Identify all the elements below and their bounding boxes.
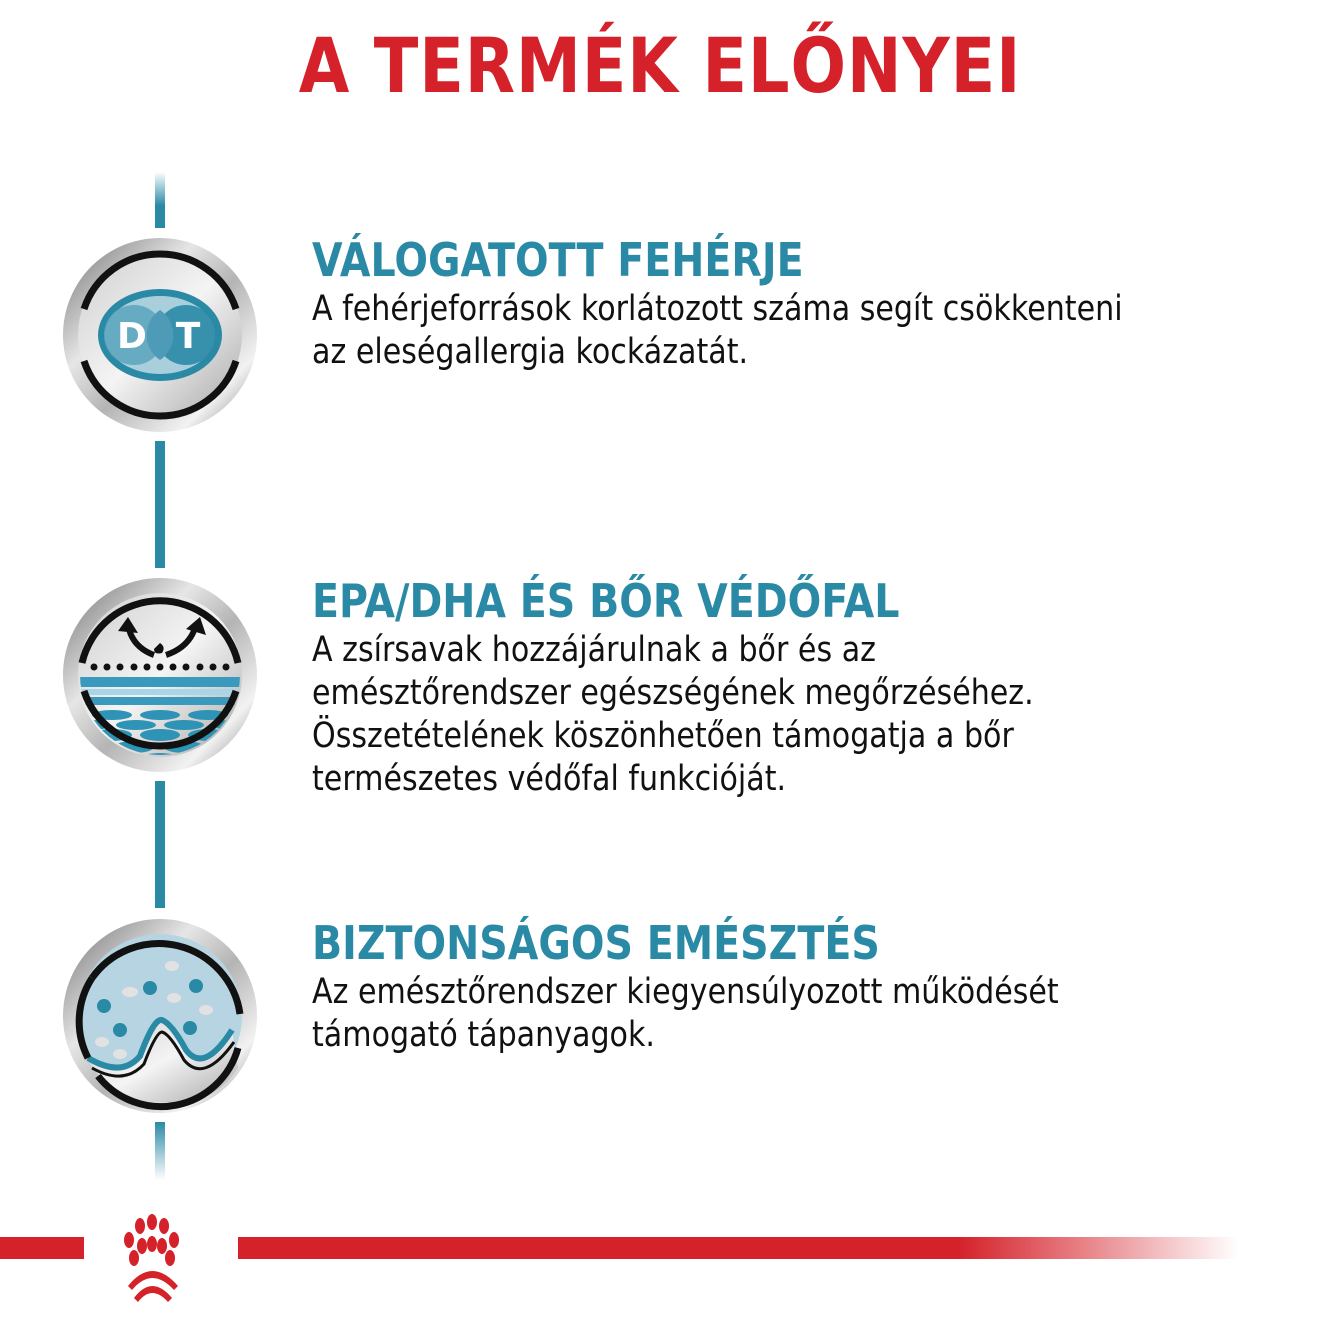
footer-bar-right — [238, 1237, 1238, 1259]
benefit-description-line: A fehérjeforrások korlátozott száma segít csökkenteni — [312, 289, 1123, 329]
timeline-line-2 — [155, 781, 165, 908]
benefit-description-line: Összetételének köszönhetően támogatja a bőr — [312, 716, 1014, 756]
footer-bar-left — [0, 1237, 84, 1259]
dt-protein-icon — [62, 237, 258, 433]
benefit-description-line: A zsírsavak hozzájárulnak a bőr és az — [312, 630, 876, 670]
svg-text:T: T — [175, 316, 201, 357]
timeline-line-1 — [155, 441, 165, 568]
benefit-description-line: Az emésztőrendszer kiegyensúlyozott működését — [312, 972, 1059, 1012]
benefit-title: VÁLOGATOTT FEHÉRJE — [312, 233, 804, 287]
benefit-epa-dha-skin-barrier — [312, 573, 1292, 801]
skin-barrier-icon — [62, 577, 258, 773]
timeline-line-top — [155, 172, 165, 228]
benefit-selected-protein — [312, 232, 1292, 374]
benefit-description-line: az eleségallergia kockázatát. — [312, 332, 749, 372]
benefit-description-line: természetes védőfal funkcióját. — [312, 759, 787, 799]
benefit-title: EPA/DHA ÉS BŐR VÉDŐFAL — [312, 574, 900, 628]
benefit-title: BIZTONSÁGOS EMÉSZTÉS — [312, 916, 880, 970]
digestion-icon — [62, 918, 258, 1114]
royal-canin-crown-icon — [88, 1208, 236, 1304]
svg-text:D: D — [117, 316, 147, 357]
timeline-line-bottom — [155, 1122, 165, 1180]
page-title: A TERMÉK ELŐNYEI — [298, 21, 1022, 110]
benefit-description-line: emésztőrendszer egészségének megőrzéséhez. — [312, 673, 1034, 713]
benefit-safe-digestion — [312, 915, 1292, 1057]
benefit-description-line: támogató tápanyagok. — [312, 1015, 655, 1055]
